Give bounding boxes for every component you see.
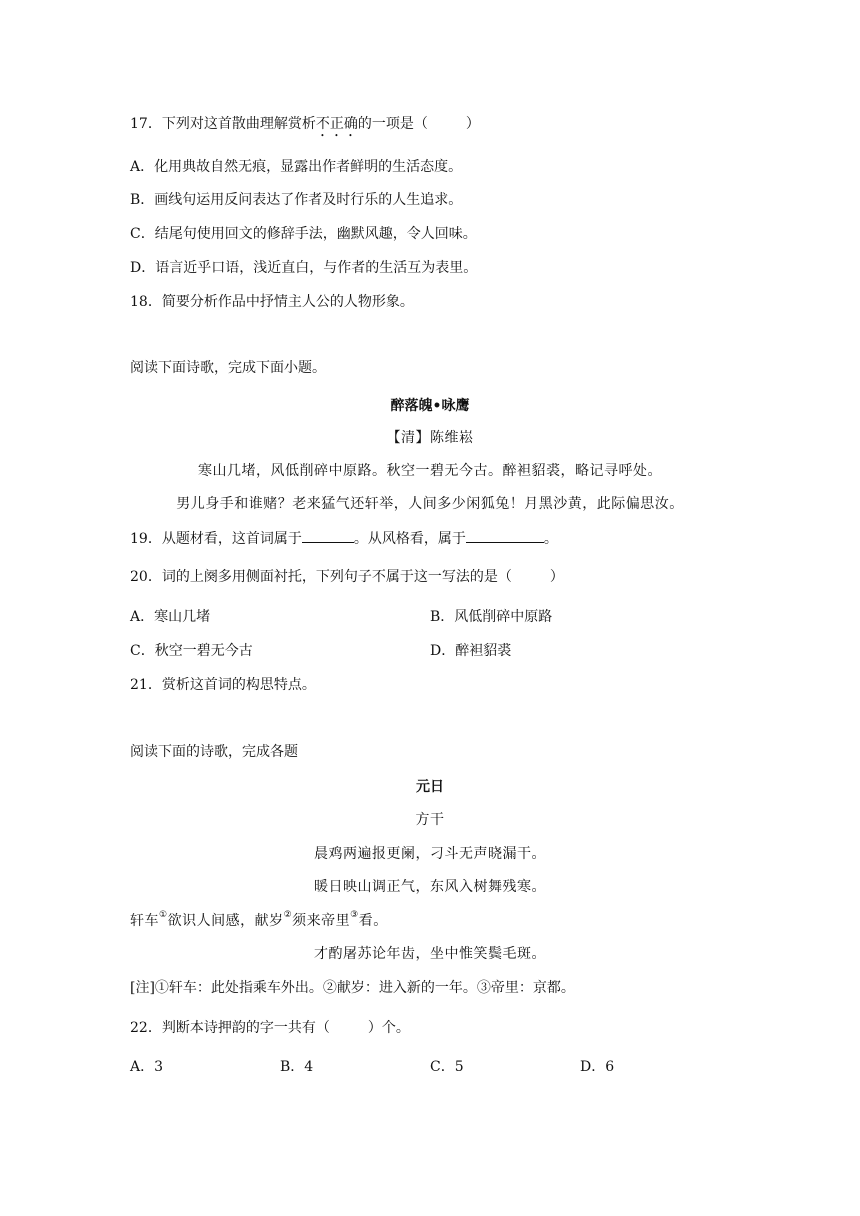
poem2-line-1: 寒山几堵，风低削碎中原路。秋空一碧无今古。醉袒貂裘，略记寻呼处。 xyxy=(198,463,662,479)
poem3-line-2: 暖日映山调正气，东风入树舞残寒。 xyxy=(314,879,546,895)
section2-intro: 阅读下面诗歌，完成下面小题。 xyxy=(130,360,326,376)
q20-option-c: C．秋空一碧无今古 xyxy=(130,643,253,659)
q19-text-1: 19．从题材看，这首词属于 xyxy=(130,531,302,547)
poem3-line-4: 才酌屠苏论年齿，坐中惟笑鬓毛斑。 xyxy=(314,946,546,962)
q22-stem xyxy=(130,1018,410,1038)
q17-option-a: A．化用典故自然无痕，显露出作者鲜明的生活态度。 xyxy=(130,159,463,175)
q20-stem xyxy=(130,567,564,587)
q20-stem-text: 20．词的上阕多用侧面衬托，下列句子不属于这一写法的是（ xyxy=(130,569,512,585)
q17-stem-close: ） xyxy=(465,116,480,132)
q19-text-2: 。从风格看，属于 xyxy=(353,531,466,547)
q22-option-a: A．3 xyxy=(130,1059,164,1075)
q22-stem-text: 22．判断本诗押韵的字一共有（ xyxy=(130,1020,330,1036)
poem2-line-2: 男儿身手和谁赌？老来猛气还轩举，人间多少闲狐兔！月黑沙黄，此际偏思汝。 xyxy=(176,496,684,512)
q22-option-c: C．5 xyxy=(430,1059,464,1075)
q17-stem-text-2: 的一项是（ xyxy=(357,116,428,132)
q20-option-d: D．醉袒貂裘 xyxy=(430,643,512,659)
poem3-author: 方干 xyxy=(415,812,445,828)
q22-option-d: D．6 xyxy=(580,1059,615,1075)
q17-stem-emphasis: 不正确 xyxy=(315,116,358,132)
section3-intro: 阅读下面的诗歌，完成各题 xyxy=(130,744,298,760)
q22-stem-close: ）个。 xyxy=(367,1020,410,1036)
poem3-line-3-part-d: 看。 xyxy=(358,913,388,929)
answer-blank-1 xyxy=(302,528,354,543)
poem3-title: 元日 xyxy=(416,779,444,795)
poem3-line-3 xyxy=(130,911,388,931)
poem3-line-3-part-c: 须来帝里 xyxy=(292,913,351,929)
poem2-author: 【清】陈维崧 xyxy=(386,430,474,446)
q19-stem xyxy=(130,528,558,549)
q17-stem xyxy=(130,114,480,140)
answer-blank-2 xyxy=(466,528,544,543)
q17-stem-text: 17．下列对这首散曲理解赏析 xyxy=(130,116,316,132)
q17-option-b: B．画线句运用反问表达了作者及时行乐的人生追求。 xyxy=(130,192,463,208)
q22-option-b: B．4 xyxy=(280,1059,314,1075)
q21-stem: 21．赏析这首词的构思特点。 xyxy=(130,677,316,693)
poem3-note: [注]①轩车：此处指乘车外出。②献岁：进入新的一年。③帝里：京都。 xyxy=(130,980,575,996)
poem3-line-3-part-b: 欲识人间感，献岁 xyxy=(167,913,284,929)
poem3-line-1: 晨鸡两遍报更阑，刁斗无声晓漏干。 xyxy=(314,846,546,862)
footnote-marker-2: ② xyxy=(283,910,293,921)
q17-option-c: C．结尾句使用回文的修辞手法，幽默风趣，令人回味。 xyxy=(130,226,477,242)
q20-option-b: B．风低削碎中原路 xyxy=(430,609,553,625)
poem3-line-3-part-a: 轩车 xyxy=(130,913,159,929)
q19-text-3: 。 xyxy=(543,531,558,547)
q18-stem: 18．简要分析作品中抒情主人公的人物形象。 xyxy=(130,294,414,310)
q20-option-a: A．寒山几堵 xyxy=(130,609,211,625)
footnote-marker-1: ① xyxy=(159,910,168,921)
q17-option-d: D．语言近乎口语，浅近直白，与作者的生活互为表里。 xyxy=(130,260,478,276)
footnote-marker-3: ③ xyxy=(350,910,359,921)
poem2-title: 醉落魄•咏鹰 xyxy=(390,398,470,414)
q20-stem-close: ） xyxy=(549,569,564,585)
